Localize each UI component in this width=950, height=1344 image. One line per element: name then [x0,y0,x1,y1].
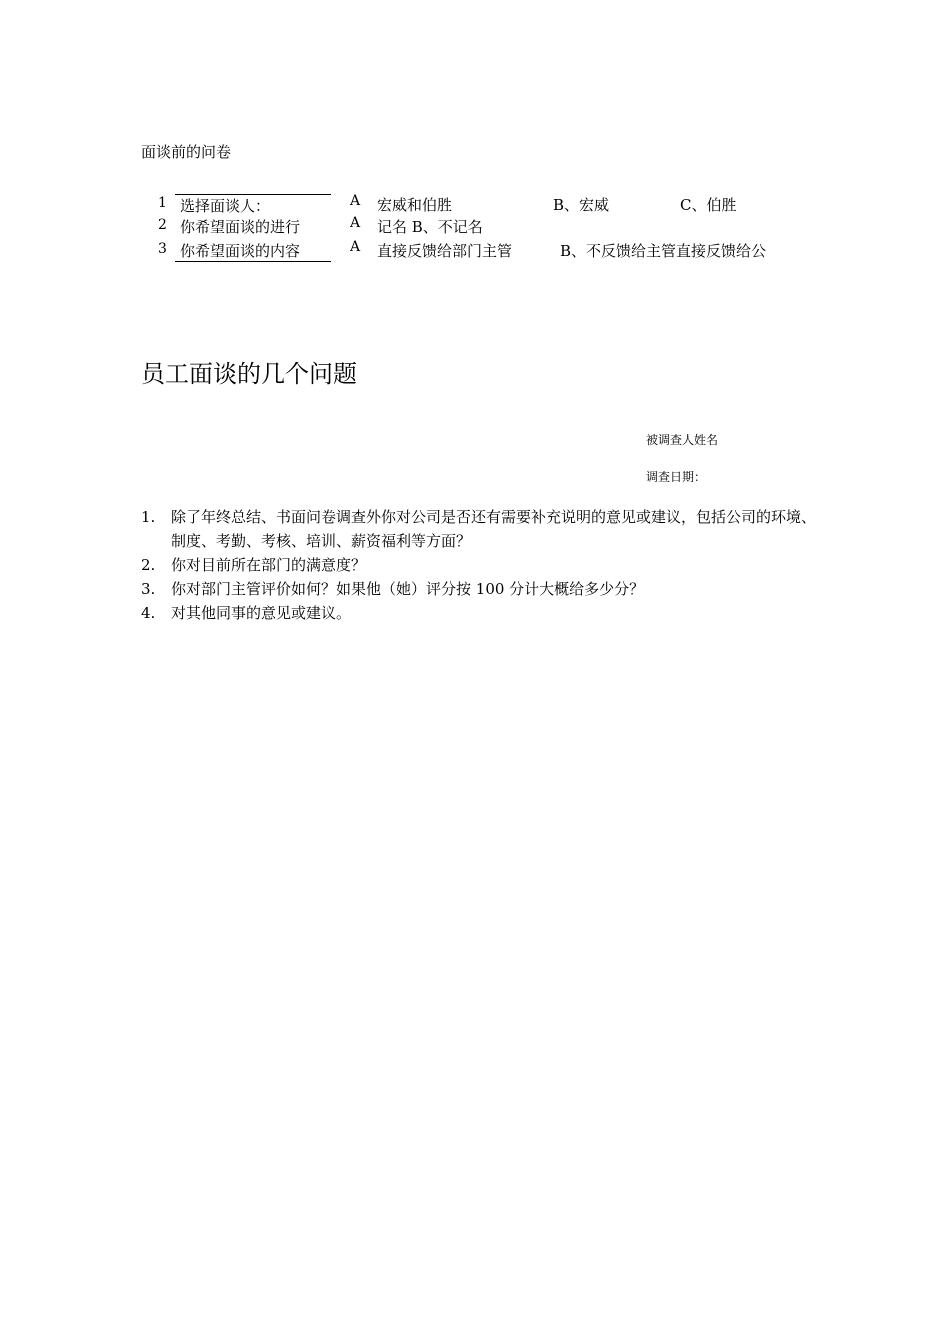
list-item-text: 你对目前所在部门的满意度？ [171,556,367,574]
question-number: 3 [158,241,167,257]
option-b: B、不反馈给主管直接反馈给公 [560,242,767,260]
list-item-text: 除了年终总结、书面问卷调查外你对公司是否还有需要补充说明的意见或建议，包括公司的环境、制度、考勤、考核、培训、薪资福利等方面？ [171,508,817,550]
option-a-label: A [350,193,361,209]
list-marker: 2. [141,556,156,574]
list-item [141,577,821,601]
question-row-1 [0,194,950,216]
list-item [141,601,821,625]
list-item [141,505,821,553]
option-c: C、伯胜 [680,196,737,214]
list-item-text: 你对部门主管评价如何？如果他（她）评分按 100 分计大概给多少分？ [171,580,645,598]
option-a: 记名 B、不记名 [377,218,483,236]
list-marker: 4. [141,604,156,622]
interview-question-list [141,505,821,625]
respondent-name-label: 被调查人姓名 [646,433,719,447]
option-a-label: A [350,239,361,255]
question-text: 你希望面谈的进行 [180,218,301,236]
interview-questions-title: 员工面谈的几个问题 [141,360,357,388]
option-a: 直接反馈给部门主管 [377,242,513,260]
question-row-3 [0,240,950,262]
option-b: B、宏威 [553,196,610,214]
option-a: 宏威和伯胜 [377,196,453,214]
option-a-label: A [350,215,361,231]
list-item-text: 对其他同事的意见或建议。 [171,604,352,622]
list-marker: 1. [141,508,156,526]
survey-date-label: 调查日期： [646,470,707,484]
question-number: 1 [158,195,167,211]
question-row-2 [0,216,950,238]
list-item [141,553,821,577]
question-text: 你希望面谈的内容 [175,240,331,262]
list-marker: 3. [141,580,156,598]
questionnaire-title: 面谈前的问卷 [141,143,232,161]
question-number: 2 [158,217,167,233]
question-text: 选择面谈人： [175,194,331,216]
